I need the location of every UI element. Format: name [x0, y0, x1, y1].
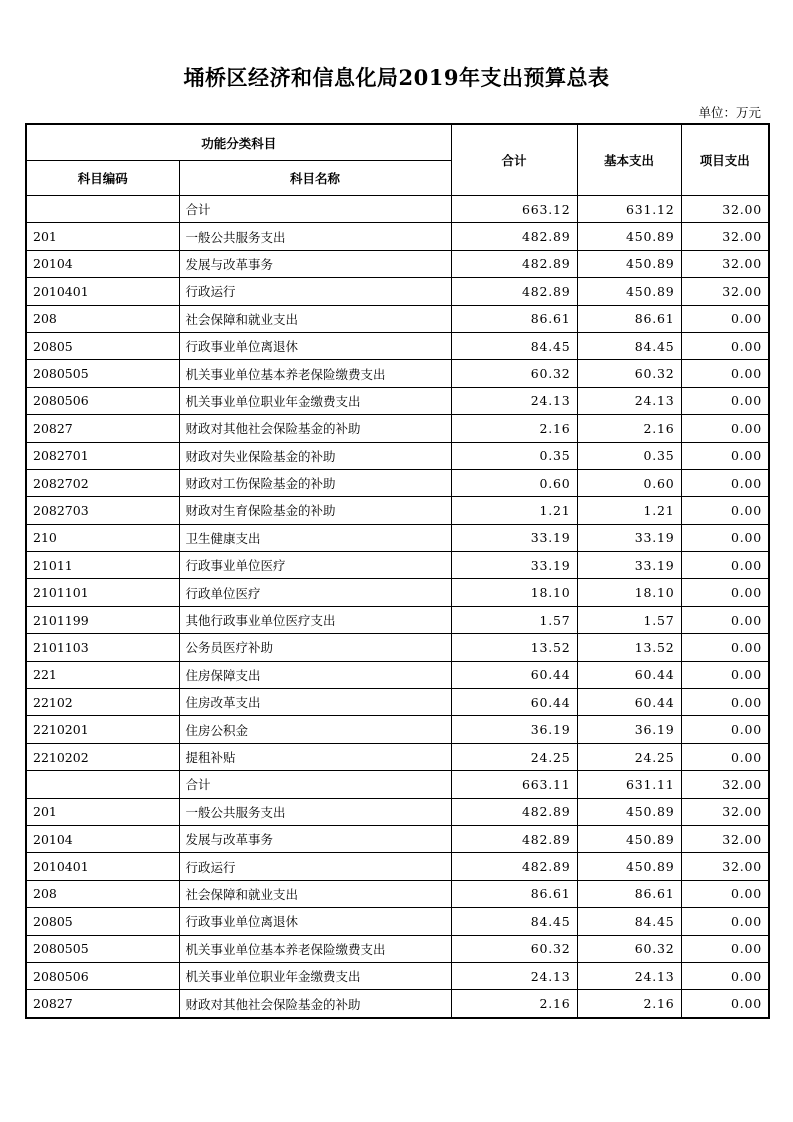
cell-name: 住房改革支出: [179, 689, 451, 716]
cell-name: 其他行政事业单位医疗支出: [179, 606, 451, 633]
cell-total: 482.89: [451, 250, 577, 277]
table-row: [26, 743, 769, 770]
cell-name: 行政单位医疗: [179, 579, 451, 606]
cell-basic: 450.89: [577, 853, 681, 880]
cell-basic: 60.32: [577, 360, 681, 387]
basic-expense-header: 基本支出: [577, 124, 681, 196]
table-row: [26, 825, 769, 852]
cell-code: 2010401: [26, 278, 179, 305]
cell-total: 13.52: [451, 634, 577, 661]
project-expense-header: 项目支出: [681, 124, 769, 196]
cell-name: 发展与改革事务: [179, 825, 451, 852]
table-row: [26, 250, 769, 277]
unit-label: 单位：万元: [698, 105, 761, 120]
cell-name: 行政事业单位离退休: [179, 908, 451, 935]
cell-total: 2.16: [451, 990, 577, 1018]
cell-project: 32.00: [681, 771, 769, 798]
cell-name: 一般公共服务支出: [179, 223, 451, 250]
cell-code: 2101199: [26, 606, 179, 633]
cell-name: 提租补贴: [179, 743, 451, 770]
cell-code: 21011: [26, 552, 179, 579]
cell-project: 0.00: [681, 990, 769, 1018]
cell-basic: 2.16: [577, 990, 681, 1018]
cell-project: 32.00: [681, 250, 769, 277]
cell-code: 20104: [26, 825, 179, 852]
cell-name: 机关事业单位职业年金缴费支出: [179, 387, 451, 414]
cell-code: 2210201: [26, 716, 179, 743]
cell-total: 2.16: [451, 415, 577, 442]
table-row: [26, 661, 769, 688]
table-row: [26, 798, 769, 825]
cell-project: 0.00: [681, 524, 769, 551]
cell-basic: 33.19: [577, 552, 681, 579]
table-row: [26, 606, 769, 633]
cell-code: [26, 196, 179, 223]
cell-basic: 0.35: [577, 442, 681, 469]
cell-total: 36.19: [451, 716, 577, 743]
cell-basic: 450.89: [577, 825, 681, 852]
budget-table: [25, 123, 770, 1019]
cell-total: 86.61: [451, 880, 577, 907]
cell-name: 机关事业单位职业年金缴费支出: [179, 962, 451, 989]
cell-basic: 450.89: [577, 798, 681, 825]
cell-project: 0.00: [681, 880, 769, 907]
cell-total: 482.89: [451, 798, 577, 825]
cell-total: 60.32: [451, 935, 577, 962]
table-row: [26, 689, 769, 716]
cell-basic: 60.44: [577, 689, 681, 716]
cell-total: 482.89: [451, 223, 577, 250]
cell-name: 机关事业单位基本养老保险缴费支出: [179, 935, 451, 962]
cell-project: 0.00: [681, 552, 769, 579]
cell-total: 86.61: [451, 305, 577, 332]
cell-code: 2082701: [26, 442, 179, 469]
table-row: [26, 935, 769, 962]
cell-total: 482.89: [451, 825, 577, 852]
cell-basic: 631.11: [577, 771, 681, 798]
cell-total: 1.21: [451, 497, 577, 524]
cell-code: 2080505: [26, 360, 179, 387]
cell-code: 2010401: [26, 853, 179, 880]
cell-name: 行政运行: [179, 853, 451, 880]
cell-total: 33.19: [451, 524, 577, 551]
cell-project: 0.00: [681, 497, 769, 524]
cell-basic: 86.61: [577, 880, 681, 907]
cell-project: 0.00: [681, 360, 769, 387]
table-row: [26, 579, 769, 606]
cell-code: 221: [26, 661, 179, 688]
cell-code: 2080506: [26, 962, 179, 989]
cell-name: 住房公积金: [179, 716, 451, 743]
cell-basic: 450.89: [577, 250, 681, 277]
name-header: 科目名称: [179, 161, 451, 196]
cell-basic: 84.45: [577, 908, 681, 935]
table-row: [26, 634, 769, 661]
cell-project: 32.00: [681, 825, 769, 852]
table-row: [26, 853, 769, 880]
cell-basic: 0.60: [577, 469, 681, 496]
table-row: [26, 415, 769, 442]
cell-code: 20104: [26, 250, 179, 277]
cell-total: 60.44: [451, 661, 577, 688]
cell-project: 0.00: [681, 305, 769, 332]
cell-project: 32.00: [681, 196, 769, 223]
cell-basic: 450.89: [577, 278, 681, 305]
table-row: [26, 524, 769, 551]
cell-name: 财政对其他社会保险基金的补助: [179, 415, 451, 442]
cell-project: 0.00: [681, 743, 769, 770]
cell-basic: 86.61: [577, 305, 681, 332]
cell-basic: 1.21: [577, 497, 681, 524]
cell-name: 财政对其他社会保险基金的补助: [179, 990, 451, 1018]
cell-code: 2101101: [26, 579, 179, 606]
table-row: [26, 278, 769, 305]
cell-project: 32.00: [681, 278, 769, 305]
cell-project: 0.00: [681, 415, 769, 442]
cell-total: 663.12: [451, 196, 577, 223]
cell-total: 0.35: [451, 442, 577, 469]
cell-code: 20805: [26, 908, 179, 935]
cell-basic: 36.19: [577, 716, 681, 743]
cell-name: 行政运行: [179, 278, 451, 305]
cell-name: 财政对工伤保险基金的补助: [179, 469, 451, 496]
table-row: [26, 469, 769, 496]
cell-total: 60.44: [451, 689, 577, 716]
cell-total: 1.57: [451, 606, 577, 633]
cell-project: 0.00: [681, 908, 769, 935]
cell-name: 发展与改革事务: [179, 250, 451, 277]
cell-code: 208: [26, 305, 179, 332]
cell-total: 0.60: [451, 469, 577, 496]
cell-total: 84.45: [451, 332, 577, 359]
cell-code: [26, 771, 179, 798]
cell-total: 482.89: [451, 278, 577, 305]
table-row: [26, 990, 769, 1018]
cell-code: 2101103: [26, 634, 179, 661]
cell-code: 2082703: [26, 497, 179, 524]
cell-basic: 24.13: [577, 387, 681, 414]
page-title: 埇桥区经济和信息化局2019年支出预算总表: [183, 65, 610, 90]
cell-name: 合计: [179, 196, 451, 223]
cell-code: 2080505: [26, 935, 179, 962]
cell-project: 0.00: [681, 935, 769, 962]
cell-project: 0.00: [681, 442, 769, 469]
code-header: 科目编码: [26, 161, 179, 196]
cell-project: 32.00: [681, 798, 769, 825]
cell-basic: 24.13: [577, 962, 681, 989]
table-row: [26, 305, 769, 332]
function-class-header: 功能分类科目: [26, 124, 451, 161]
table-row: [26, 332, 769, 359]
cell-name: 行政事业单位离退休: [179, 332, 451, 359]
cell-code: 20827: [26, 990, 179, 1018]
cell-code: 22102: [26, 689, 179, 716]
cell-project: 0.00: [681, 634, 769, 661]
table-row: [26, 908, 769, 935]
cell-total: 24.13: [451, 387, 577, 414]
table-row: [26, 552, 769, 579]
table-row: [26, 771, 769, 798]
cell-code: 2210202: [26, 743, 179, 770]
total-header: 合计: [451, 124, 577, 196]
cell-project: 32.00: [681, 853, 769, 880]
cell-name: 一般公共服务支出: [179, 798, 451, 825]
table-row: [26, 387, 769, 414]
table-row: [26, 497, 769, 524]
cell-name: 社会保障和就业支出: [179, 880, 451, 907]
cell-project: 0.00: [681, 962, 769, 989]
cell-code: 210: [26, 524, 179, 551]
table-row: [26, 223, 769, 250]
table-row: [26, 196, 769, 223]
cell-project: 0.00: [681, 606, 769, 633]
cell-basic: 2.16: [577, 415, 681, 442]
cell-basic: 631.12: [577, 196, 681, 223]
cell-total: 24.13: [451, 962, 577, 989]
cell-name: 卫生健康支出: [179, 524, 451, 551]
cell-total: 663.11: [451, 771, 577, 798]
cell-basic: 24.25: [577, 743, 681, 770]
cell-project: 0.00: [681, 387, 769, 414]
cell-name: 财政对生育保险基金的补助: [179, 497, 451, 524]
cell-total: 482.89: [451, 853, 577, 880]
cell-project: 0.00: [681, 716, 769, 743]
cell-project: 32.00: [681, 223, 769, 250]
cell-code: 2082702: [26, 469, 179, 496]
cell-total: 60.32: [451, 360, 577, 387]
cell-name: 社会保障和就业支出: [179, 305, 451, 332]
cell-name: 合计: [179, 771, 451, 798]
cell-basic: 33.19: [577, 524, 681, 551]
cell-basic: 84.45: [577, 332, 681, 359]
table-row: [26, 716, 769, 743]
table-row: [26, 880, 769, 907]
cell-basic: 60.32: [577, 935, 681, 962]
cell-total: 84.45: [451, 908, 577, 935]
cell-code: 20827: [26, 415, 179, 442]
cell-basic: 450.89: [577, 223, 681, 250]
cell-name: 公务员医疗补助: [179, 634, 451, 661]
cell-code: 208: [26, 880, 179, 907]
cell-project: 0.00: [681, 469, 769, 496]
cell-project: 0.00: [681, 689, 769, 716]
cell-total: 18.10: [451, 579, 577, 606]
cell-code: 201: [26, 223, 179, 250]
cell-code: 201: [26, 798, 179, 825]
cell-name: 住房保障支出: [179, 661, 451, 688]
cell-code: 20805: [26, 332, 179, 359]
table-body: [26, 196, 769, 1018]
table-row: [26, 360, 769, 387]
cell-code: 2080506: [26, 387, 179, 414]
cell-name: 财政对失业保险基金的补助: [179, 442, 451, 469]
table-row: [26, 442, 769, 469]
cell-basic: 18.10: [577, 579, 681, 606]
cell-basic: 13.52: [577, 634, 681, 661]
table-row: [26, 962, 769, 989]
cell-project: 0.00: [681, 661, 769, 688]
cell-project: 0.00: [681, 579, 769, 606]
cell-total: 33.19: [451, 552, 577, 579]
cell-basic: 60.44: [577, 661, 681, 688]
cell-name: 机关事业单位基本养老保险缴费支出: [179, 360, 451, 387]
cell-name: 行政事业单位医疗: [179, 552, 451, 579]
cell-total: 24.25: [451, 743, 577, 770]
cell-basic: 1.57: [577, 606, 681, 633]
cell-project: 0.00: [681, 332, 769, 359]
